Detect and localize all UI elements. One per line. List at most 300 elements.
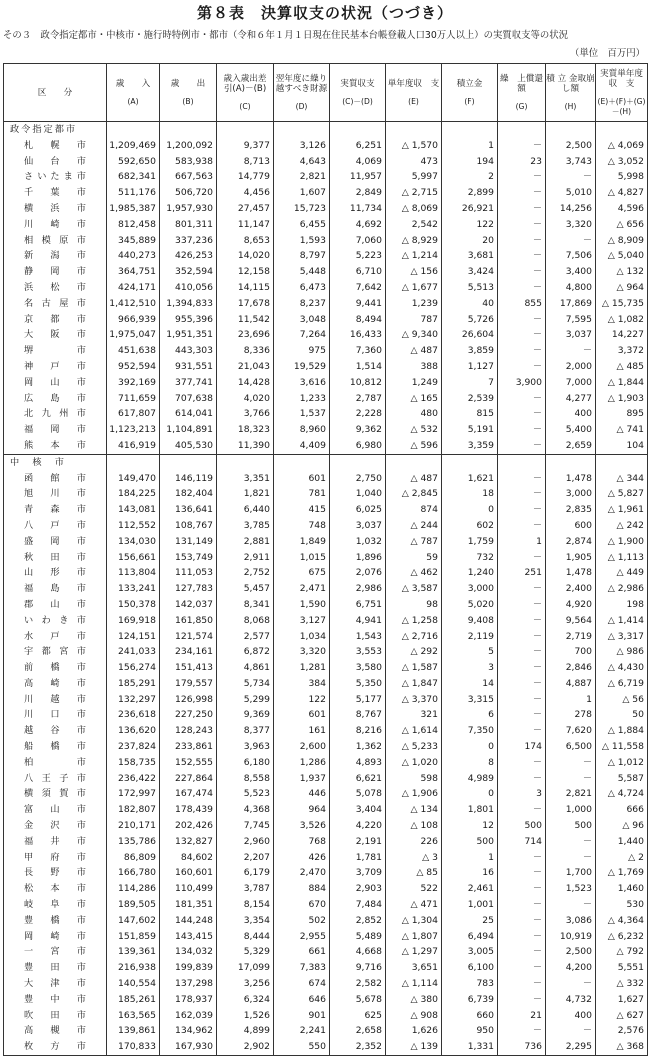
- city-name: 柏 市: [4, 755, 107, 771]
- column-header: [160, 64, 217, 122]
- value-cell: 3,400: [546, 264, 596, 280]
- value-cell: △ 292: [386, 644, 442, 660]
- value-cell: 5,223: [330, 248, 386, 264]
- value-cell: －: [498, 502, 546, 518]
- value-cell: 150,378: [107, 597, 160, 613]
- value-cell: 614,041: [160, 406, 217, 422]
- value-cell: 8,713: [217, 154, 274, 170]
- value-cell: △ 332: [596, 976, 648, 992]
- value-cell: －: [546, 834, 596, 850]
- value-cell: －: [498, 312, 546, 328]
- value-cell: －: [546, 755, 596, 771]
- value-cell: 7,060: [330, 233, 386, 249]
- value-cell: 2,461: [442, 881, 498, 897]
- value-cell: 3,354: [217, 913, 274, 929]
- table-row: [4, 786, 648, 802]
- city-name: 宇 都 宮 市: [4, 644, 107, 660]
- value-cell: 1,905: [546, 550, 596, 566]
- table-header-row: [4, 64, 648, 122]
- group-label: 政令指定都市: [4, 122, 107, 138]
- value-cell: 9,441: [330, 296, 386, 312]
- value-cell: 5,726: [442, 312, 498, 328]
- value-cell: 5,400: [546, 422, 596, 438]
- value-cell: 5,678: [330, 992, 386, 1008]
- value-cell: 895: [596, 406, 648, 422]
- value-cell: 140,554: [107, 976, 160, 992]
- city-name: 甲 府 市: [4, 850, 107, 866]
- value-cell: 161,850: [160, 613, 217, 629]
- table-row: [4, 154, 648, 170]
- empty-cell: [160, 454, 217, 470]
- value-cell: －: [498, 264, 546, 280]
- value-cell: 345,889: [107, 233, 160, 249]
- value-cell: 170,833: [107, 1039, 160, 1055]
- value-cell: 736: [498, 1039, 546, 1055]
- value-cell: 40: [442, 296, 498, 312]
- value-cell: －: [498, 169, 546, 185]
- value-cell: 3,766: [217, 406, 274, 422]
- city-name: 富 山 市: [4, 802, 107, 818]
- value-cell: 2,719: [546, 629, 596, 645]
- city-name: 枚 方 市: [4, 1039, 107, 1055]
- value-cell: 6,100: [442, 960, 498, 976]
- value-cell: 3,351: [217, 471, 274, 487]
- value-cell: △ 741: [596, 422, 648, 438]
- value-cell: －: [498, 676, 546, 692]
- column-header-code: (C)－(D): [342, 96, 373, 106]
- value-cell: △ 165: [386, 391, 442, 407]
- value-cell: 2,500: [546, 138, 596, 154]
- value-cell: △ 449: [596, 565, 648, 581]
- value-cell: 161: [274, 723, 330, 739]
- value-cell: △ 1,807: [386, 929, 442, 945]
- value-cell: △ 85: [386, 865, 442, 881]
- column-header: [596, 64, 648, 122]
- value-cell: －: [498, 865, 546, 881]
- value-cell: 410,056: [160, 280, 217, 296]
- value-cell: 4,277: [546, 391, 596, 407]
- column-header-label: 歳 入: [115, 78, 151, 89]
- value-cell: 2,576: [596, 1023, 648, 1039]
- value-cell: 700: [546, 644, 596, 660]
- value-cell: 3,127: [274, 613, 330, 629]
- city-name: 八 王 子 市: [4, 771, 107, 787]
- city-name: 吹 田 市: [4, 1008, 107, 1024]
- value-cell: －: [498, 881, 546, 897]
- value-cell: △ 11,558: [596, 739, 648, 755]
- value-cell: 901: [274, 1008, 330, 1024]
- value-cell: 3,372: [596, 343, 648, 359]
- value-cell: 4,920: [546, 597, 596, 613]
- value-cell: 964: [274, 802, 330, 818]
- value-cell: △ 1,082: [596, 312, 648, 328]
- value-cell: 424,171: [107, 280, 160, 296]
- value-cell: 781: [274, 486, 330, 502]
- value-cell: 1,239: [386, 296, 442, 312]
- value-cell: 2,846: [546, 660, 596, 676]
- empty-cell: [498, 122, 546, 138]
- value-cell: 122: [442, 217, 498, 233]
- value-cell: 1,000: [546, 802, 596, 818]
- column-header: [386, 64, 442, 122]
- city-name: 福 井 市: [4, 834, 107, 850]
- value-cell: 5,489: [330, 929, 386, 945]
- city-name: 大 津 市: [4, 976, 107, 992]
- column-header: [442, 64, 498, 122]
- value-cell: 711,659: [107, 391, 160, 407]
- value-cell: 0: [442, 739, 498, 755]
- value-cell: －: [498, 929, 546, 945]
- value-cell: －: [498, 201, 546, 217]
- table-row: [4, 692, 648, 708]
- value-cell: 14,227: [596, 327, 648, 343]
- city-name: 新 潟 市: [4, 248, 107, 264]
- value-cell: 5,587: [596, 771, 648, 787]
- value-cell: 178,937: [160, 992, 217, 1008]
- table-row: [4, 169, 648, 185]
- value-cell: 3,048: [274, 312, 330, 328]
- value-cell: 1: [498, 534, 546, 550]
- value-cell: 732: [442, 550, 498, 566]
- value-cell: －: [498, 802, 546, 818]
- value-cell: 6,440: [217, 502, 274, 518]
- city-name: 岡 山 市: [4, 375, 107, 391]
- group-row: [4, 454, 648, 470]
- value-cell: 3,681: [442, 248, 498, 264]
- city-name: 千 葉 市: [4, 185, 107, 201]
- city-name: 横 須 賀 市: [4, 786, 107, 802]
- value-cell: 17,678: [217, 296, 274, 312]
- value-cell: 1,478: [546, 471, 596, 487]
- table-row: [4, 597, 648, 613]
- value-cell: 3: [442, 660, 498, 676]
- table-row: [4, 771, 648, 787]
- city-name: 豊 田 市: [4, 960, 107, 976]
- value-cell: －: [498, 992, 546, 1008]
- column-header-code: (C): [239, 101, 251, 111]
- table-row: [4, 565, 648, 581]
- value-cell: 931,551: [160, 359, 217, 375]
- value-cell: △ 1,847: [386, 676, 442, 692]
- value-cell: 3,037: [546, 327, 596, 343]
- city-name: 旭 川 市: [4, 486, 107, 502]
- value-cell: 6,324: [217, 992, 274, 1008]
- value-cell: △ 4,069: [596, 138, 648, 154]
- value-cell: △ 487: [386, 343, 442, 359]
- value-cell: 189,505: [107, 897, 160, 913]
- value-cell: 3,651: [386, 960, 442, 976]
- value-cell: 2,849: [330, 185, 386, 201]
- value-cell: 11,734: [330, 201, 386, 217]
- table-title: 第８表 決算収支の状況（つづき）: [196, 4, 453, 22]
- value-cell: 134,030: [107, 534, 160, 550]
- column-header-label: 翌年度に繰り越すべき財源: [275, 73, 328, 94]
- value-cell: －: [498, 1023, 546, 1039]
- value-cell: △ 656: [596, 217, 648, 233]
- city-name: 神 戸 市: [4, 359, 107, 375]
- value-cell: 114,286: [107, 881, 160, 897]
- column-header-code: (G): [515, 101, 528, 111]
- value-cell: 185,291: [107, 676, 160, 692]
- column-header: [217, 64, 274, 122]
- value-cell: 625: [330, 1008, 386, 1024]
- value-cell: 14,256: [546, 201, 596, 217]
- value-cell: 3: [498, 786, 546, 802]
- value-cell: 550: [274, 1039, 330, 1055]
- value-cell: －: [498, 660, 546, 676]
- value-cell: －: [498, 359, 546, 375]
- value-cell: 2,577: [217, 629, 274, 645]
- table-row: [4, 834, 648, 850]
- table-row: [4, 1008, 648, 1024]
- value-cell: 8,960: [274, 422, 330, 438]
- city-name: 堺 市: [4, 343, 107, 359]
- value-cell: －: [546, 169, 596, 185]
- value-cell: 137,298: [160, 976, 217, 992]
- empty-cell: [386, 122, 442, 138]
- value-cell: 1,233: [274, 391, 330, 407]
- value-cell: 5,329: [217, 944, 274, 960]
- value-cell: 174: [498, 739, 546, 755]
- value-cell: 8,767: [330, 707, 386, 723]
- value-cell: －: [498, 960, 546, 976]
- value-cell: 3,000: [546, 486, 596, 502]
- value-cell: －: [498, 486, 546, 502]
- value-cell: 6,455: [274, 217, 330, 233]
- value-cell: 104: [596, 438, 648, 454]
- value-cell: 5,998: [596, 169, 648, 185]
- value-cell: 2,821: [546, 786, 596, 802]
- value-cell: 1,590: [274, 597, 330, 613]
- value-cell: 216,938: [107, 960, 160, 976]
- value-cell: 0: [442, 786, 498, 802]
- value-cell: 8,341: [217, 597, 274, 613]
- value-cell: 9,362: [330, 422, 386, 438]
- value-cell: 415: [274, 502, 330, 518]
- value-cell: △ 56: [596, 692, 648, 708]
- column-header-label: 繰 上償還額: [500, 73, 543, 94]
- city-name: 前 橋 市: [4, 660, 107, 676]
- value-cell: －: [498, 327, 546, 343]
- value-cell: 18,323: [217, 422, 274, 438]
- value-cell: △ 108: [386, 818, 442, 834]
- value-cell: 966,939: [107, 312, 160, 328]
- value-cell: 8,558: [217, 771, 274, 787]
- value-cell: 199,839: [160, 960, 217, 976]
- value-cell: △ 1,587: [386, 660, 442, 676]
- value-cell: 7,620: [546, 723, 596, 739]
- table-body: [4, 122, 648, 1056]
- table-row: [4, 865, 648, 881]
- value-cell: 1,034: [274, 629, 330, 645]
- value-cell: △ 5,040: [596, 248, 648, 264]
- value-cell: 748: [274, 518, 330, 534]
- table-row: [4, 644, 648, 660]
- value-cell: 4,989: [442, 771, 498, 787]
- value-cell: 3,900: [498, 375, 546, 391]
- column-header-code: (D): [295, 101, 308, 111]
- value-cell: △ 2,986: [596, 581, 648, 597]
- value-cell: △ 156: [386, 264, 442, 280]
- value-cell: △ 1,903: [596, 391, 648, 407]
- value-cell: 6,494: [442, 929, 498, 945]
- table-row: [4, 818, 648, 834]
- value-cell: 1,362: [330, 739, 386, 755]
- value-cell: 5,177: [330, 692, 386, 708]
- value-cell: 144,248: [160, 913, 217, 929]
- value-cell: 1,543: [330, 629, 386, 645]
- column-header: [498, 64, 546, 122]
- value-cell: 6,872: [217, 644, 274, 660]
- column-header: [330, 64, 386, 122]
- value-cell: 392,169: [107, 375, 160, 391]
- value-cell: 667,563: [160, 169, 217, 185]
- city-name: 秋 田 市: [4, 550, 107, 566]
- value-cell: 7: [442, 375, 498, 391]
- value-cell: －: [498, 233, 546, 249]
- table-row: [4, 1039, 648, 1055]
- value-cell: －: [498, 944, 546, 960]
- city-name: 岐 阜 市: [4, 897, 107, 913]
- value-cell: 139,861: [107, 1023, 160, 1039]
- value-cell: 128,243: [160, 723, 217, 739]
- value-cell: 8,494: [330, 312, 386, 328]
- city-name: 岡 崎 市: [4, 929, 107, 945]
- city-name: 船 橋 市: [4, 739, 107, 755]
- value-cell: 592,650: [107, 154, 160, 170]
- value-cell: 1: [442, 850, 498, 866]
- value-cell: 19,529: [274, 359, 330, 375]
- value-cell: 2,228: [330, 406, 386, 422]
- value-cell: △ 532: [386, 422, 442, 438]
- value-cell: 2,400: [546, 581, 596, 597]
- value-cell: 5,020: [442, 597, 498, 613]
- value-cell: △ 2: [596, 850, 648, 866]
- value-cell: △ 3: [386, 850, 442, 866]
- value-cell: 2,352: [330, 1039, 386, 1055]
- value-cell: 1,249: [386, 375, 442, 391]
- value-cell: 1,015: [274, 550, 330, 566]
- column-header: [546, 64, 596, 122]
- column-header-code: (E)＋(F)＋(G)－(H): [597, 96, 646, 116]
- value-cell: 8,797: [274, 248, 330, 264]
- empty-cell: [596, 454, 648, 470]
- value-cell: 7,506: [546, 248, 596, 264]
- value-cell: △ 3,587: [386, 581, 442, 597]
- table-row: [4, 375, 648, 391]
- city-name: 郡 山 市: [4, 597, 107, 613]
- value-cell: 1,621: [442, 471, 498, 487]
- value-cell: 7,383: [274, 960, 330, 976]
- value-cell: 7,360: [330, 343, 386, 359]
- table-row: [4, 248, 648, 264]
- value-cell: 233,861: [160, 739, 217, 755]
- table-row: [4, 217, 648, 233]
- value-cell: 184,225: [107, 486, 160, 502]
- value-cell: 147,602: [107, 913, 160, 929]
- value-cell: 15,723: [274, 201, 330, 217]
- table-row: [4, 707, 648, 723]
- value-cell: 17,099: [217, 960, 274, 976]
- value-cell: 2,787: [330, 391, 386, 407]
- value-cell: 151,413: [160, 660, 217, 676]
- value-cell: △ 3,052: [596, 154, 648, 170]
- column-header-label: 実質収支: [340, 78, 375, 89]
- value-cell: △ 8,069: [386, 201, 442, 217]
- value-cell: 127,783: [160, 581, 217, 597]
- value-cell: 3,580: [330, 660, 386, 676]
- value-cell: 1,700: [546, 865, 596, 881]
- value-cell: 139,361: [107, 944, 160, 960]
- value-cell: 5,350: [330, 676, 386, 692]
- value-cell: 2,471: [274, 581, 330, 597]
- value-cell: 14,020: [217, 248, 274, 264]
- column-header-label: 単年度収 支: [387, 78, 440, 89]
- empty-cell: [160, 122, 217, 138]
- value-cell: －: [546, 233, 596, 249]
- value-cell: 14,115: [217, 280, 274, 296]
- value-cell: 1,975,047: [107, 327, 160, 343]
- value-cell: 8,068: [217, 613, 274, 629]
- value-cell: 1,957,930: [160, 201, 217, 217]
- value-cell: △ 485: [596, 359, 648, 375]
- value-cell: △ 1,297: [386, 944, 442, 960]
- city-name: 横 浜 市: [4, 201, 107, 217]
- value-cell: 1,200,092: [160, 138, 217, 154]
- value-cell: 134,962: [160, 1023, 217, 1039]
- column-header: [4, 64, 107, 122]
- value-cell: △ 1,677: [386, 280, 442, 296]
- empty-cell: [386, 454, 442, 470]
- value-cell: 9,408: [442, 613, 498, 629]
- value-cell: △ 9,340: [386, 327, 442, 343]
- city-name: 川 口 市: [4, 707, 107, 723]
- value-cell: －: [498, 723, 546, 739]
- value-cell: 8,377: [217, 723, 274, 739]
- value-cell: 2,582: [330, 976, 386, 992]
- value-cell: 132,827: [160, 834, 217, 850]
- table-row: [4, 201, 648, 217]
- value-cell: 17,869: [546, 296, 596, 312]
- unit-label: （単位 百万円）: [569, 48, 645, 59]
- value-cell: 500: [442, 834, 498, 850]
- value-cell: 2,241: [274, 1023, 330, 1039]
- value-cell: 384: [274, 676, 330, 692]
- table-row: [4, 296, 648, 312]
- empty-cell: [274, 454, 330, 470]
- table-row: [4, 660, 648, 676]
- value-cell: △ 1,900: [596, 534, 648, 550]
- value-cell: 5: [442, 644, 498, 660]
- value-cell: 4,456: [217, 185, 274, 201]
- group-row: [4, 122, 648, 138]
- value-cell: 142,037: [160, 597, 217, 613]
- table-row: [4, 755, 648, 771]
- value-cell: 12,158: [217, 264, 274, 280]
- value-cell: 9,377: [217, 138, 274, 154]
- city-name: 金 沢 市: [4, 818, 107, 834]
- city-name: 北 九 州 市: [4, 406, 107, 422]
- value-cell: 5,191: [442, 422, 498, 438]
- value-cell: 182,807: [107, 802, 160, 818]
- value-cell: 416,919: [107, 438, 160, 454]
- value-cell: －: [498, 406, 546, 422]
- value-cell: 4,800: [546, 280, 596, 296]
- value-cell: 377,741: [160, 375, 217, 391]
- value-cell: 2,899: [442, 185, 498, 201]
- value-cell: 4,668: [330, 944, 386, 960]
- value-cell: 400: [546, 406, 596, 422]
